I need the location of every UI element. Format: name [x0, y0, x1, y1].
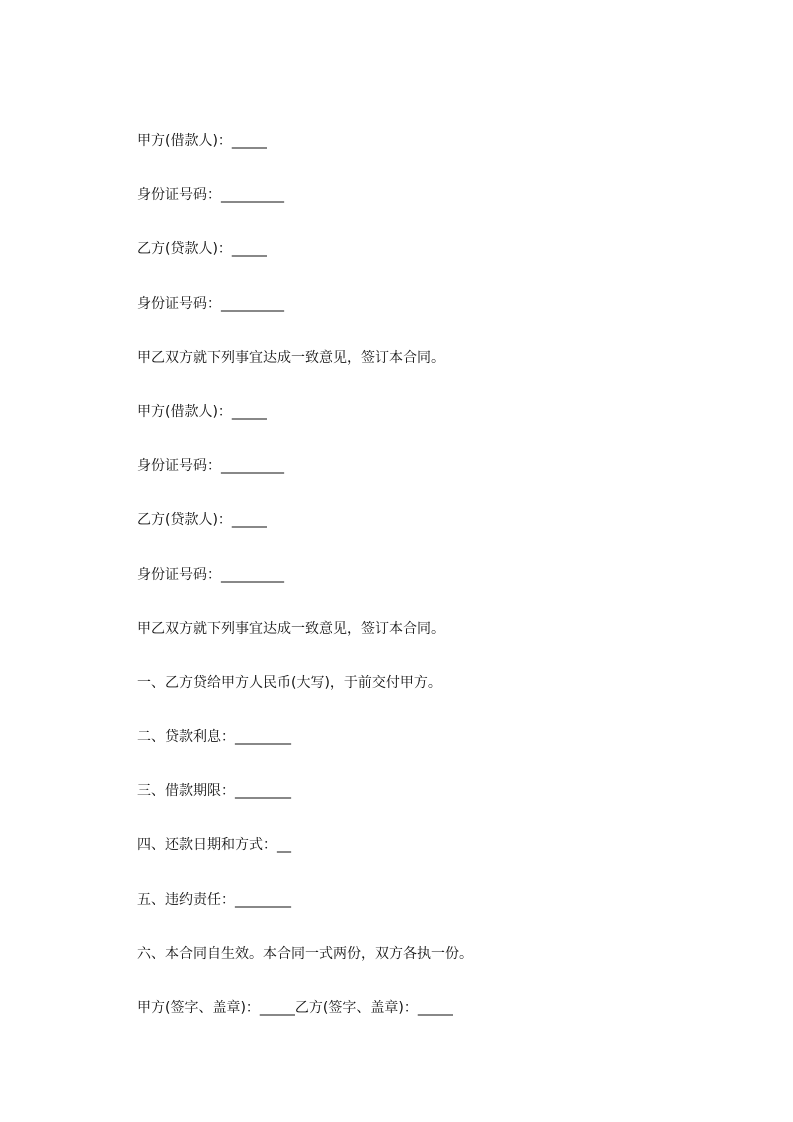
- signature-line: 甲方(签字、盖章)：_____乙方(签字、盖章)：_____: [137, 1000, 453, 1016]
- clause-4-repayment: 四、还款日期和方式：__: [137, 837, 291, 854]
- party-b-lender-line: 乙方(贷款人)：_____: [137, 241, 267, 258]
- party-a-id-number-line-repeat: 身份证号码：_________: [137, 458, 284, 475]
- party-a-id-number-line: 身份证号码：_________: [137, 187, 284, 204]
- party-b-id-number-line-repeat: 身份证号码：_________: [137, 566, 284, 583]
- clause-5-liability: 五、违约责任：________: [137, 891, 291, 908]
- party-b-lender-line-repeat: 乙方(贷款人)：_____: [137, 512, 267, 529]
- party-a-borrower-line: 甲方(借款人)：_____: [137, 133, 267, 149]
- party-b-id-number-line: 身份证号码：_________: [137, 295, 284, 312]
- clause-2-interest: 二、贷款利息：________: [137, 729, 291, 746]
- document-body: [137, 131, 697, 1052]
- clause-1-loan-amount: 一、乙方贷给甲方人民币(大写)，于前交付甲方。: [137, 674, 442, 691]
- clause-6-effectiveness: 六、本合同自生效。本合同一式两份，双方各执一份。: [137, 945, 473, 962]
- agreement-statement-line: 甲乙双方就下列事宜达成一致意见，签订本合同。: [137, 349, 445, 366]
- clause-3-term: 三、借款期限：________: [137, 783, 291, 800]
- party-a-borrower-line-repeat: 甲方(借款人)：_____: [137, 403, 267, 420]
- agreement-statement-line-repeat: 甲乙双方就下列事宜达成一致意见，签订本合同。: [137, 620, 445, 637]
